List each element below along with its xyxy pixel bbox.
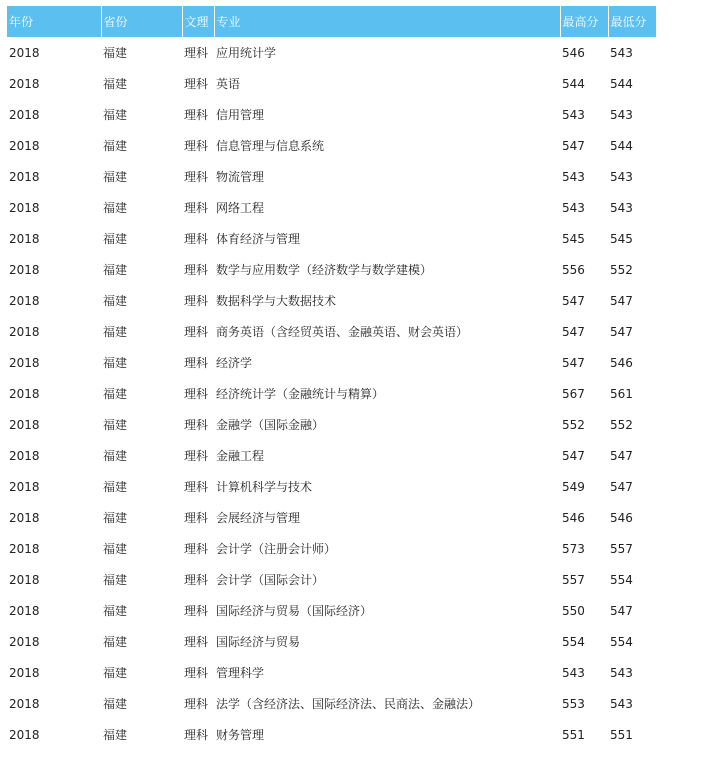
table-row	[7, 595, 656, 626]
cell-province: 福建	[103, 418, 128, 432]
cell-min-score: 543	[610, 200, 633, 215]
cell-major: 财务管理	[216, 728, 265, 742]
header-category: 文理	[182, 6, 214, 37]
table-row	[7, 254, 656, 285]
cell-category: 理科	[184, 604, 209, 618]
cell-min-score: 551	[610, 727, 633, 742]
cell-province: 福建	[103, 511, 128, 525]
table-row	[7, 68, 656, 99]
cell-province: 福建	[103, 232, 128, 246]
cell-max-score: 543	[562, 200, 585, 215]
cell-major: 国际经济与贸易	[216, 635, 301, 649]
cell-min-score: 543	[610, 665, 633, 680]
cell-max-score: 551	[562, 727, 585, 742]
cell-province: 福建	[103, 77, 128, 91]
cell-province: 福建	[103, 170, 128, 184]
cell-province: 福建	[103, 666, 128, 680]
cell-year: 2018	[9, 293, 40, 308]
cell-major: 信息管理与信息系统	[216, 139, 325, 153]
cell-category: 理科	[184, 728, 209, 742]
cell-min-score: 543	[610, 169, 633, 184]
cell-major: 金融工程	[216, 449, 265, 463]
cell-max-score: 547	[562, 324, 585, 339]
header-row	[7, 6, 656, 37]
cell-category: 理科	[184, 635, 209, 649]
table-row	[7, 688, 656, 719]
cell-year: 2018	[9, 696, 40, 711]
cell-major: 会计学（国际会计）	[216, 573, 325, 587]
cell-major: 数据科学与大数据技术	[216, 294, 337, 308]
cell-max-score: 554	[562, 634, 585, 649]
cell-province: 福建	[103, 604, 128, 618]
table-row	[7, 719, 656, 750]
header-max-score: 最高分	[560, 6, 608, 37]
cell-min-score: 547	[610, 324, 633, 339]
cell-max-score: 547	[562, 448, 585, 463]
cell-year: 2018	[9, 541, 40, 556]
cell-major: 会计学（注册会计师）	[216, 542, 337, 556]
header-year: 年份	[7, 6, 101, 37]
table-row	[7, 347, 656, 378]
cell-category: 理科	[184, 418, 209, 432]
cell-min-score: 547	[610, 448, 633, 463]
cell-province: 福建	[103, 635, 128, 649]
cell-year: 2018	[9, 262, 40, 277]
cell-min-score: 552	[610, 417, 633, 432]
cell-min-score: 554	[610, 634, 633, 649]
cell-min-score: 546	[610, 510, 633, 525]
admission-score-table	[7, 6, 656, 750]
cell-category: 理科	[184, 77, 209, 91]
cell-max-score: 567	[562, 386, 585, 401]
cell-category: 理科	[184, 356, 209, 370]
cell-category: 理科	[184, 325, 209, 339]
table-row	[7, 471, 656, 502]
cell-category: 理科	[184, 263, 209, 277]
cell-major: 经济统计学（金融统计与精算）	[216, 387, 385, 401]
cell-province: 福建	[103, 201, 128, 215]
table-row	[7, 37, 656, 68]
cell-max-score: 547	[562, 293, 585, 308]
cell-province: 福建	[103, 294, 128, 308]
cell-major: 经济学	[216, 356, 253, 370]
cell-major: 应用统计学	[216, 46, 277, 60]
cell-max-score: 557	[562, 572, 585, 587]
cell-max-score: 547	[562, 138, 585, 153]
cell-year: 2018	[9, 169, 40, 184]
cell-province: 福建	[103, 139, 128, 153]
cell-year: 2018	[9, 448, 40, 463]
table-row	[7, 533, 656, 564]
cell-province: 福建	[103, 480, 128, 494]
table-row	[7, 161, 656, 192]
cell-year: 2018	[9, 510, 40, 525]
cell-category: 理科	[184, 573, 209, 587]
cell-min-score: 545	[610, 231, 633, 246]
cell-province: 福建	[103, 108, 128, 122]
cell-province: 福建	[103, 449, 128, 463]
table-row	[7, 130, 656, 161]
cell-province: 福建	[103, 263, 128, 277]
cell-category: 理科	[184, 666, 209, 680]
cell-min-score: 561	[610, 386, 633, 401]
table-row	[7, 99, 656, 130]
cell-province: 福建	[103, 46, 128, 60]
cell-year: 2018	[9, 603, 40, 618]
cell-min-score: 544	[610, 138, 633, 153]
table-row	[7, 657, 656, 688]
cell-min-score: 547	[610, 293, 633, 308]
cell-max-score: 544	[562, 76, 585, 91]
header-min-score: 最低分	[608, 6, 656, 37]
table-row	[7, 440, 656, 471]
cell-min-score: 546	[610, 355, 633, 370]
cell-max-score: 547	[562, 355, 585, 370]
table-row	[7, 316, 656, 347]
cell-province: 福建	[103, 728, 128, 742]
header-province: 省份	[101, 6, 182, 37]
cell-year: 2018	[9, 138, 40, 153]
cell-year: 2018	[9, 107, 40, 122]
cell-max-score: 573	[562, 541, 585, 556]
cell-max-score: 543	[562, 665, 585, 680]
cell-max-score: 552	[562, 417, 585, 432]
cell-category: 理科	[184, 511, 209, 525]
cell-major: 物流管理	[216, 170, 265, 184]
cell-max-score: 545	[562, 231, 585, 246]
cell-year: 2018	[9, 386, 40, 401]
cell-year: 2018	[9, 634, 40, 649]
cell-min-score: 557	[610, 541, 633, 556]
table-row	[7, 192, 656, 223]
cell-max-score: 543	[562, 169, 585, 184]
cell-category: 理科	[184, 480, 209, 494]
cell-category: 理科	[184, 294, 209, 308]
cell-min-score: 543	[610, 45, 633, 60]
cell-category: 理科	[184, 449, 209, 463]
cell-province: 福建	[103, 356, 128, 370]
cell-major: 体育经济与管理	[216, 232, 301, 246]
cell-province: 福建	[103, 387, 128, 401]
cell-year: 2018	[9, 355, 40, 370]
cell-min-score: 544	[610, 76, 633, 91]
cell-major: 信用管理	[216, 108, 265, 122]
table-row	[7, 223, 656, 254]
table-body	[7, 37, 656, 750]
table-row	[7, 564, 656, 595]
cell-province: 福建	[103, 697, 128, 711]
cell-category: 理科	[184, 542, 209, 556]
cell-max-score: 546	[562, 45, 585, 60]
cell-max-score: 553	[562, 696, 585, 711]
cell-major: 数学与应用数学（经济数学与数学建模）	[216, 263, 433, 277]
cell-year: 2018	[9, 665, 40, 680]
table-row	[7, 626, 656, 657]
cell-major: 商务英语（含经贸英语、金融英语、财会英语）	[216, 325, 469, 339]
cell-year: 2018	[9, 45, 40, 60]
cell-major: 金融学（国际金融）	[216, 418, 325, 432]
table-row	[7, 378, 656, 409]
table-header	[7, 6, 656, 37]
cell-category: 理科	[184, 46, 209, 60]
cell-major: 会展经济与管理	[216, 511, 301, 525]
cell-min-score: 547	[610, 603, 633, 618]
cell-year: 2018	[9, 572, 40, 587]
cell-major: 网络工程	[216, 201, 265, 215]
cell-min-score: 547	[610, 479, 633, 494]
cell-year: 2018	[9, 76, 40, 91]
cell-year: 2018	[9, 479, 40, 494]
cell-year: 2018	[9, 231, 40, 246]
cell-major: 法学（含经济法、国际经济法、民商法、金融法）	[216, 697, 481, 711]
cell-category: 理科	[184, 201, 209, 215]
cell-category: 理科	[184, 232, 209, 246]
cell-year: 2018	[9, 727, 40, 742]
table-row	[7, 409, 656, 440]
cell-category: 理科	[184, 697, 209, 711]
cell-max-score: 543	[562, 107, 585, 122]
cell-max-score: 550	[562, 603, 585, 618]
cell-min-score: 552	[610, 262, 633, 277]
cell-province: 福建	[103, 573, 128, 587]
cell-min-score: 543	[610, 696, 633, 711]
cell-year: 2018	[9, 417, 40, 432]
cell-min-score: 554	[610, 572, 633, 587]
cell-year: 2018	[9, 200, 40, 215]
cell-major: 计算机科学与技术	[216, 480, 313, 494]
cell-category: 理科	[184, 387, 209, 401]
cell-major: 英语	[216, 77, 241, 91]
cell-max-score: 549	[562, 479, 585, 494]
cell-category: 理科	[184, 139, 209, 153]
cell-year: 2018	[9, 324, 40, 339]
cell-province: 福建	[103, 325, 128, 339]
table-row	[7, 285, 656, 316]
cell-category: 理科	[184, 170, 209, 184]
cell-category: 理科	[184, 108, 209, 122]
table-row	[7, 502, 656, 533]
cell-min-score: 543	[610, 107, 633, 122]
cell-province: 福建	[103, 542, 128, 556]
header-major: 专业	[214, 6, 560, 37]
cell-major: 管理科学	[216, 666, 265, 680]
cell-max-score: 546	[562, 510, 585, 525]
cell-major: 国际经济与贸易（国际经济）	[216, 604, 373, 618]
cell-max-score: 556	[562, 262, 585, 277]
